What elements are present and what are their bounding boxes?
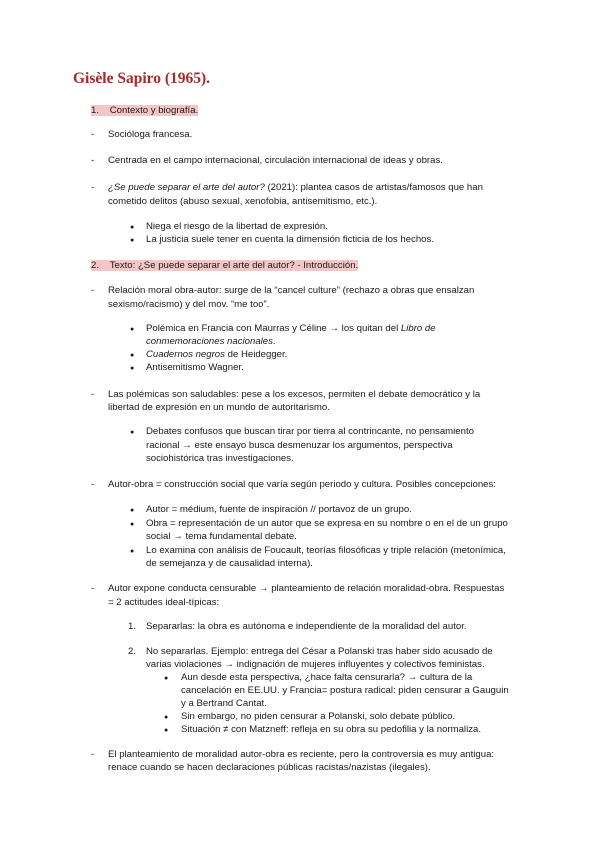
sub-bullet-item: Niega el riesgo de la libertad de expresión. (146, 221, 328, 232)
dash-marker: - (91, 129, 95, 140)
bullet-icon: ● (130, 352, 135, 359)
section-1-title: Contexto y biografía. (109, 105, 199, 116)
relacion-sub3: Antisemitismo Wagner. (146, 362, 244, 373)
section-1-heading (91, 104, 198, 118)
book-title: ¿Se puede separar el arte del autor? (108, 182, 265, 193)
dash-marker: - (91, 155, 95, 166)
punctuation: . (272, 336, 276, 347)
dash-marker: - (91, 479, 95, 490)
relacion-sub2 (146, 348, 287, 362)
polemicas-line2: libertad de expresión en un mundo de autoritarismo. (108, 402, 330, 413)
dash-marker: - (91, 285, 95, 296)
bullet-icon: ● (164, 675, 169, 682)
bullet-icon: ● (164, 714, 169, 721)
book-reference: Cuadernos negros (146, 349, 225, 360)
relacion-sub1-line1 (146, 322, 436, 336)
bullet-icon: ● (130, 548, 135, 555)
conducta-line2: = 2 actitudes ideal-típicas: (108, 597, 220, 608)
page-title: Gisèle Sapiro (1965). (73, 70, 211, 87)
bullet-icon: ● (164, 727, 169, 734)
section-2-title: Texto: ¿Se puede separar el arte del autor? - Introducción. (109, 260, 359, 271)
autor-obra-sub2-line2: social → tema fundamental debate. (146, 531, 297, 542)
autor-obra-sub3-line2: de semejanza y de causalidad interna). (146, 558, 313, 569)
autor-obra-sub1: Autor = médium, fuente de inspiración // portavoz de un grupo. (146, 504, 412, 515)
relacion-sub2-text: de Heidegger. (224, 349, 288, 360)
option-2-sub1-line2: cancelación en EE.UU. y Francia= postura radical: piden censurar a Gauguin (181, 685, 509, 696)
book-description: (2021): plantea casos de artistas/famosos que han (264, 182, 483, 193)
dash-marker: - (91, 389, 95, 400)
dash-marker: - (91, 583, 95, 594)
book-reference: conmemoraciones nacionales (146, 336, 273, 347)
dash-marker: - (91, 749, 95, 760)
list-item-book (108, 181, 483, 195)
relacion-sub1-line2 (146, 335, 276, 349)
relacion-line1: Relación moral obra-autor: surge de la “cancel culture” (rechazo a obras que ensalzan (108, 285, 475, 296)
list-item-book-line2: cometido delitos (abuso sexual, xenofobia, antisemitismo, etc.). (108, 196, 378, 207)
bullet-icon: ● (130, 507, 135, 514)
option-2-sub1-line1: Aun desde esta perspectiva, ¿hace falta censurarla? → cultura de la (181, 672, 473, 683)
section-2-heading (91, 259, 358, 273)
polemicas-line1: Las polémicas son saludables: pese a los excesos, permiten el debate democrático y la (108, 389, 481, 400)
bullet-icon: ● (130, 237, 135, 244)
option-number: 2. (128, 646, 137, 657)
bullet-icon: ● (130, 365, 135, 372)
option-2-sub3: Situación ≠ con Matzneff: refleja en su obra su pedofilia y la normaliza. (181, 724, 481, 735)
autor-obra-sub3-line1: Lo examina con análisis de Foucault, teorías filosóficas y triple relación (metonímica, (146, 545, 506, 556)
list-item: Socióloga francesa. (108, 129, 193, 140)
section-2-number: 2. (91, 260, 100, 271)
final-line1: El planteamiento de moralidad autor-obra es reciente, pero la controversia es muy antigua: (108, 749, 495, 760)
option-2-sub2: Sin embargo, no piden censurar a Polanski, solo debate público. (181, 711, 456, 722)
option-1: Separarlas: la obra es autónoma e independiente de la moralidad del autor. (146, 621, 467, 632)
relacion-sub1-text: Polémica en Francia con Maurras y Céline → los quitan del (146, 323, 401, 334)
book-reference: Libro de (400, 323, 436, 334)
autor-obra-line1: Autor-obra = construcción social que varía según periodo y cultura. Posibles concepciones: (108, 479, 496, 490)
sub-bullet-item: La justicia suele tener en cuenta la dimensión ficticia de los hechos. (146, 234, 434, 245)
dash-marker: - (91, 182, 95, 193)
final-line2: renace cuando se hacen declaraciones públicas racistas/nazistas (ilegales). (108, 762, 431, 773)
conducta-line1: Autor expone conducta censurable → planteamiento de relación moralidad-obra. Respuestas (108, 583, 505, 594)
list-item: Centrada en el campo internacional, circulación internacional de ideas y obras. (108, 155, 443, 166)
autor-obra-sub2-line1: Obra = representación de un autor que se expresa en su nombre o en el de un grupo (146, 518, 508, 529)
relacion-line2: sexismo/racismo) y del mov. “me too”. (108, 299, 270, 310)
option-2-line1: No separarlas. Ejemplo: entrega del César a Polanski tras haber sido acusado de (146, 646, 493, 657)
bullet-icon: ● (130, 326, 135, 333)
bullet-icon: ● (130, 429, 135, 436)
option-2-sub1-line3: y a Bertrand Cantat. (181, 698, 267, 709)
polemicas-sub-line3: sociohistórica tras investigaciones. (146, 453, 294, 464)
polemicas-sub-line1: Debates confusos que buscan tirar por tierra al contrincante, no pensamiento (146, 426, 474, 437)
bullet-icon: ● (130, 521, 135, 528)
section-1-number: 1. (91, 105, 100, 116)
polemicas-sub-line2: racional → este ensayo busca desmenuzar los argumentos, perspectiva (146, 440, 453, 451)
option-2-line2: varias violaciones → indignación de mujeres influyentes y colectivos feministas. (146, 659, 485, 670)
bullet-icon: ● (130, 224, 135, 231)
option-number: 1. (128, 621, 137, 632)
